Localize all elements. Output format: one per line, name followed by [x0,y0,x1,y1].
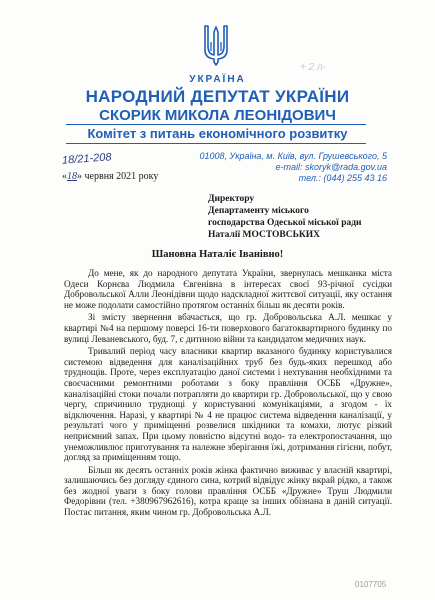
registration-number: 18/21-208 [61,151,112,167]
sender-address [200,151,387,184]
date-prefix: « [62,171,67,182]
phone-line: тел.: (044) 255 43 16 [298,173,387,183]
body-paragraph: Тривалий період часу власники квартир вказаного будинку користувалися системою відведення для каналізаційних труб без будь-яких перешкод або труднощів. Проте, через експлуатацію даної системи і нехтування необхідними та своєчасними ремонтними роботами з боку правління ОСББ «Дружне», каналізаційні стоки почали потрапляти до квартири гр. Добровольської, що у свою чергу, спричинило труднощі у користуванні комунікаціями, а згодом - їх відключення. Наразі, у квартирі № 4 не працює система відведення каналізації, у результаті чого у приміщенні розвелися шкідники та комахи, лютує різкий неприємний запах. При цьому повністю відсутні водо- та електропостачання, що унеможливлює приготування та належне зберігання їжі, дотримання гігієни, побут, догляд за приміщенням тощо. [64,346,392,463]
email-line: e-mail: skoryk@rada.gov.ua [275,162,387,172]
recipient-line: Наталії МОСТОВСЬКИХ [208,230,321,240]
deputy-name: СКОРИК МИКОЛА ЛЕОНІДОВИЧ [99,107,336,124]
handwritten-note: + 2 л- [300,62,326,73]
deputy-title: НАРОДНИЙ ДЕПУТАТ УКРАЇНИ [85,87,350,106]
salutation: Шановна Наталіє Іванівно! [151,249,284,260]
registration-stamp: 0107705 [355,580,387,589]
recipient-line: Департаменту міського [208,206,309,216]
country-label: УКРАЇНА [189,74,246,85]
recipient-line: Директору [208,194,255,204]
body-paragraph: До мене, як до народного депутата України, звернулась мешканка міста Одеси Корнєва Людмила Євгенівна в інтересах своєї 93-річної сусідки Добровольської Алли Леонідівни щодо надскладної життєвої ситуації, яку остання не може подолати самостійно протягом останніх більш як десяти років. [64,268,392,310]
address-line: 01008, Україна, м. Київ, вул. Грушевського, 5 [199,151,387,161]
header-divider-bottom [66,143,366,144]
date-rest: » червня 2021 року [77,171,159,182]
header-divider-top [66,124,366,125]
letter-body [64,268,392,520]
body-paragraph: Більш як десять останніх років жінка фактично виживає у власній квартирі, залишаючись без догляду єдиного сина, котрий відвідує жінку вкрай рідко, а також без жодної уваги з боку голови правління ОСББ «Дружне» Труш Людмили Федорівни (тел. +380967962616), котра краще за інших обізнана в даній ситуації. Постає питання, яким чином гр. Добровольська А.Л. [64,464,392,518]
date-day: 18 [67,171,77,182]
recipient-line: господарства Одеської міської ради [208,218,362,228]
trident-emblem-icon [203,24,229,66]
letter-date [62,171,158,182]
body-paragraph: Зі змісту звернення вбачається, що гр. Добровольська А.Л. мешкає у квартирі №4 на першому поверсі 16-ти поверхового багатоквартирного будинку по вулиці Леваневського, буд. 7, є дитиною війни та кандидатом медичних наук. [64,312,392,344]
committee-name: Комітет з питань економічного розвитку [87,126,348,141]
recipient-block [208,193,362,241]
